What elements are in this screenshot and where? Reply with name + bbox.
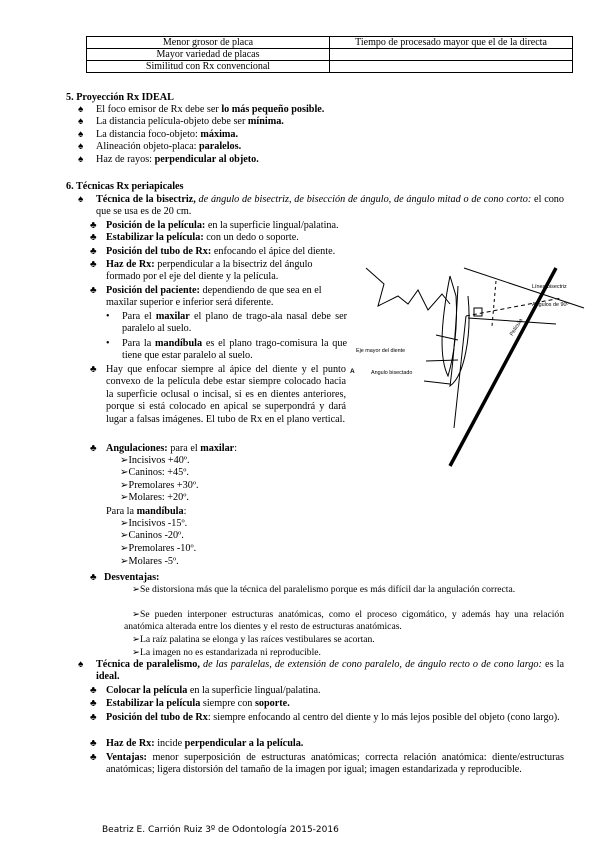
spade-icon: ♠	[78, 116, 84, 127]
section-5-title: 5. Proyección Rx IDEAL	[66, 92, 174, 103]
desventajas-heading: Desventajas:	[104, 572, 160, 583]
list-item: El foco emisor de Rx debe ser lo más pequeño posible.	[96, 104, 325, 115]
right-angle-mark	[474, 308, 482, 316]
diagram-outline	[366, 268, 450, 310]
paralelismo-intro: Técnica de paralelismo, de las paralelas, de extensión de cono paralelo, de ángulo recto o de cono largo: es la ideal.	[96, 659, 565, 683]
list-item: ➢Premolares -10º.	[120, 543, 197, 554]
club-icon: ♣	[90, 752, 97, 763]
table-row	[87, 37, 573, 49]
table-cell	[330, 61, 573, 73]
list-item: ➢Premolares +30º.	[120, 480, 199, 491]
list-item: Colocar la película en la superficie lingual/palatina.	[106, 685, 321, 696]
label-eje-mayor: Eje mayor del diente	[356, 348, 406, 354]
label-angulos-90: Angulos de 90º	[532, 302, 569, 308]
label-angulo-bisectado: Angulo bisectado	[371, 370, 413, 376]
table-cell: Similitud con Rx convencional	[87, 61, 330, 73]
list-item: Posición del tubo de Rx: siempre enfocando al centro del diente y lo más lejos posible del objeto (cono largo).	[106, 712, 560, 723]
list-item: Para la mandíbula es el plano trago-comisura la que tiene que estar paralelo al suelo.	[122, 338, 347, 362]
table-row	[87, 49, 573, 61]
list-item: ➢Molares: +20º.	[120, 492, 189, 503]
club-icon: ♣	[90, 712, 97, 723]
club-icon: ♣	[90, 220, 97, 231]
club-icon: ♣	[90, 246, 97, 257]
list-item: Haz de rayos: perpendicular al objeto.	[96, 154, 259, 165]
club-icon: ♣	[90, 259, 97, 270]
table-cell: Tiempo de procesado mayor que el de la directa	[330, 37, 573, 49]
spade-icon: ♠	[78, 129, 84, 140]
list-item: ➢Caninos -20º.	[120, 530, 184, 541]
angulaciones-heading: Angulaciones: para el maxilar:	[106, 443, 238, 454]
pointer	[424, 381, 450, 384]
angle-line	[468, 318, 556, 324]
club-icon: ♣	[90, 698, 97, 709]
dot-icon: •	[106, 311, 110, 322]
list-item: ➢Caninos: +45º.	[120, 467, 189, 478]
table-row	[87, 61, 573, 73]
table-cell: Menor grosor de placa	[87, 37, 330, 49]
spade-icon: ♠	[78, 194, 84, 205]
spade-icon: ♠	[78, 104, 84, 115]
list-item: ➢La raíz palatina se elonga y las raíces vestibulares se acortan.	[132, 634, 375, 645]
label-a: A	[350, 368, 355, 375]
table-cell: Mayor variedad de placas	[87, 49, 330, 61]
club-icon: ♣	[90, 232, 97, 243]
label-pelicula: Película	[509, 317, 525, 338]
list-item: Haz de Rx: incide perpendicular a la película.	[106, 738, 304, 749]
apex-paragraph: Hay que enfocar siempre al ápice del diente y el punto convexo de la película debe estar siempre colocado hacia la superficie oclusal o incisal, si es en dientes anteriores, porque si está colocado en apical se superpondrá y dará lugar a falsas imágenes. El tubo de Rx en el plano vertical.	[106, 364, 346, 425]
page-footer: Beatriz E. Carrión Ruiz 3º de Odontología 2015-2016	[102, 825, 339, 835]
club-icon: ♣	[90, 285, 97, 296]
mandibula-heading: Para la mandíbula:	[106, 506, 187, 517]
spade-icon: ♠	[78, 141, 84, 152]
list-item: Posición del paciente: dependiendo de que sea en el maxilar superior e inferior será diferente.	[106, 285, 322, 309]
tooth-root	[450, 286, 469, 386]
label-linea-bisectriz: Línea bisectriz	[532, 284, 567, 290]
list-item: ➢Incisivos -15º.	[120, 518, 188, 529]
dot-icon: •	[106, 338, 110, 349]
list-item: Estabilizar la película: con un dedo o soporte.	[106, 232, 299, 243]
list-item: Posición del tubo de Rx: enfocando el ápice del diente.	[106, 246, 336, 257]
list-item: La distancia película-objeto debe ser mínima.	[96, 116, 284, 127]
spade-icon: ♠	[78, 154, 84, 165]
list-item: Alineación objeto-placa: paralelos.	[96, 141, 242, 152]
list-item: ➢Molares -5º.	[120, 556, 179, 567]
comparison-table	[86, 36, 573, 73]
film-line	[450, 268, 556, 466]
table-cell	[330, 49, 573, 61]
spade-icon: ♠	[78, 659, 84, 670]
tooth-shape	[442, 276, 456, 376]
club-icon: ♣	[90, 572, 97, 583]
list-item: ➢Se pueden interponer estructuras anatómicas, como el proceso cigomático, y además hay una relación anatómica alterada entre los dientes y el resto de estructuras anatómicas.	[124, 609, 564, 633]
list-item: Estabilizar la película siempre con soporte.	[106, 698, 290, 709]
bisectriz-intro: Técnica de la bisectriz, de ángulo de bisectriz, de bisección de ángulo, de ángulo mitad o de cono corto: el cono que se usa es de 20 cm.	[96, 194, 564, 218]
section-6-title: 6. Técnicas Rx periapicales	[66, 181, 184, 192]
list-item: La distancia foco-objeto: máxima.	[96, 129, 239, 140]
club-icon: ♣	[90, 738, 97, 749]
list-item: Haz de Rx: perpendicular a la bisectriz del ángulo formado por el eje del diente y la película.	[106, 259, 313, 283]
list-item: Posición de la película: en la superficie lingual/palatina.	[106, 220, 339, 231]
club-icon: ♣	[90, 685, 97, 696]
club-icon: ♣	[90, 364, 97, 375]
list-item: Ventajas: menor superposición de estructuras anatómicas; correcta relación anatómica: diente/estructuras anatómicas; ligera distorsión del tamaño de la imagen por igual; imagen estandarizada y reproducible.	[106, 752, 564, 776]
list-item: Para el maxilar el plano de trago-ala nasal debe ser paralelo al suelo.	[122, 311, 347, 335]
list-item: ➢Se distorsiona más que la técnica del paralelismo porque es más difícil dar la angulación correcta.	[132, 584, 516, 595]
club-icon: ♣	[90, 443, 97, 454]
list-item: ➢Incisivos +40º.	[120, 455, 190, 466]
list-item: ➢La imagen no es estandarizada ni reproducible.	[132, 647, 321, 658]
